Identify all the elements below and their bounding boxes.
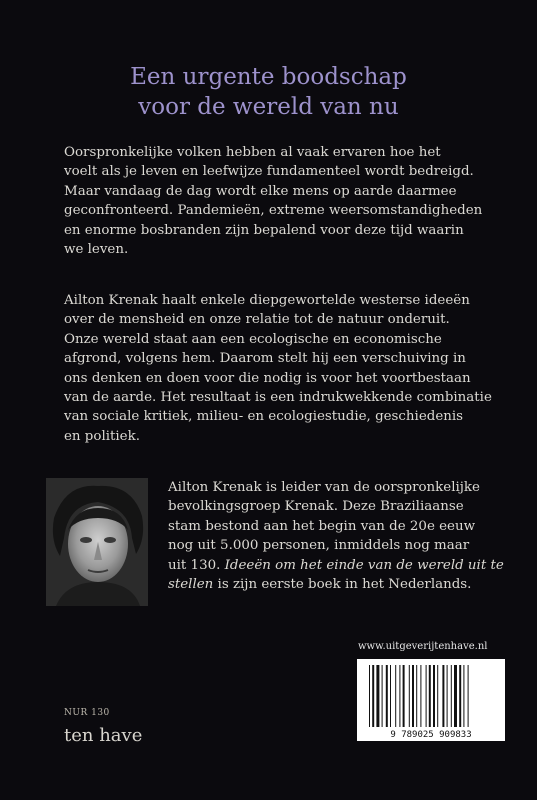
bio-line: bevolkingsgroep Krenak. Deze Braziliaanse	[168, 499, 464, 515]
text-line: afgrond, volgens hem. Daarom stelt hij een verschuiving in	[64, 351, 466, 367]
bio-text: uit 130.	[168, 557, 225, 573]
barcode-bar	[459, 665, 461, 727]
text-line: over de mensheid en onze relatie tot de natuur onderuit.	[64, 312, 450, 328]
barcode-bar	[369, 665, 370, 727]
text-line: van sociale kritiek, milieu- en ecologiestudie, geschiedenis	[64, 409, 464, 425]
barcode-bar	[451, 665, 452, 727]
barcode-bar	[372, 665, 374, 727]
bio-text: is zijn eerste boek in het Nederlands.	[213, 577, 472, 593]
bio-line	[168, 556, 508, 575]
barcode-bar	[468, 665, 469, 727]
isbn-number: 9 789025 909833	[390, 730, 472, 740]
barcode-bar	[403, 665, 405, 727]
bio-line: nog uit 5.000 personen, inmiddels nog maar	[168, 538, 470, 554]
barcode-bar	[416, 665, 417, 727]
text-line: geconfronteerd. Pandemieën, extreme weersomstandigheden	[64, 203, 483, 219]
book-title: stellen	[168, 577, 214, 593]
text-line: en politiek.	[64, 428, 140, 444]
barcode-bar	[386, 665, 388, 727]
intro-paragraph	[64, 143, 504, 259]
bio-line: stam bestond aan het begin van de 20e eeuw	[168, 518, 476, 534]
bio-line: Ailton Krenak is leider van de oorspronkelijke	[168, 480, 480, 495]
barcode-bar	[420, 665, 421, 727]
barcode-bar	[447, 665, 448, 727]
author-photo	[46, 478, 148, 606]
headline-line-1: Een urgente boodschap	[130, 64, 407, 90]
barcode-bar	[426, 665, 427, 727]
isbn-barcode	[357, 659, 505, 741]
text-line: van de aarde. Het resultaat is een indrukwekkende combinatie	[64, 390, 492, 406]
barcode-bar	[390, 665, 391, 727]
text-line: ons denken en doen voor die nodig is voor het voortbestaan	[64, 370, 471, 386]
bio-line	[168, 575, 508, 594]
text-line: voelt als je leven en leefwijze fundamenteel wordt bedreigd.	[64, 164, 474, 180]
barcode-bar	[433, 665, 435, 727]
text-line: Oorspronkelijke volken hebben al vaak ervaren hoe het	[64, 145, 441, 160]
publisher-website: www.uitgeverijtenhave.nl	[358, 641, 488, 652]
headline-line-2: voor de wereld van nu	[138, 94, 399, 120]
barcode-bar	[463, 665, 464, 727]
text-line: Onze wereld staat aan een ecologische en economische	[64, 331, 442, 347]
nur-code: NUR 130	[64, 708, 110, 718]
barcode-bar	[382, 665, 383, 727]
book-title: Ideeën om het einde van de wereld uit te	[224, 557, 504, 573]
barcode-bar	[399, 665, 400, 727]
barcode-bar	[395, 665, 396, 727]
barcode-bar	[409, 665, 410, 727]
barcode-bar	[376, 665, 379, 727]
text-line: Maar vandaag de dag wordt elke mens op aarde daarmee	[64, 183, 457, 199]
barcode-bar	[442, 665, 444, 727]
text-line: we leven.	[64, 242, 129, 258]
text-line: Ailton Krenak haalt enkele diepgewortelde westerse ideeën	[64, 293, 470, 308]
description-paragraph	[64, 291, 504, 446]
headline	[0, 62, 537, 122]
text-line: en enorme bosbranden zijn bepalend voor deze tijd waarin	[64, 222, 464, 238]
barcode-bar	[454, 665, 457, 727]
barcode-bar	[412, 665, 414, 727]
barcode-bar	[429, 665, 431, 727]
author-bio	[168, 478, 508, 594]
barcode-bar	[437, 665, 438, 727]
publisher-logo: ten have	[64, 725, 143, 746]
